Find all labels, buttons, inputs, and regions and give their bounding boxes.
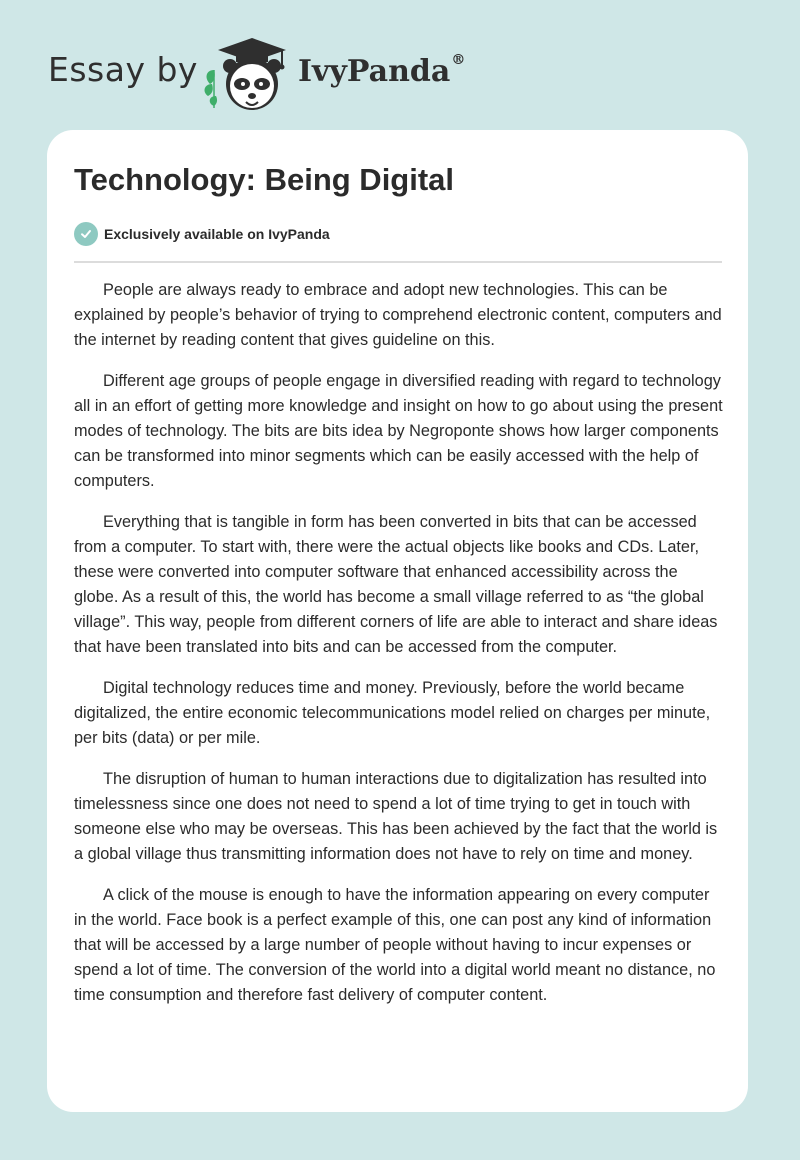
paragraph: People are always ready to embrace and adopt new technologies. This can be explained by people’s behavior of trying to comprehend electronic content, computers and the internet by reading content that gives guideline on this. xyxy=(74,281,722,349)
availability-text: Exclusively available on IvyPanda xyxy=(104,226,330,242)
brand-name[interactable]: IvyPanda® xyxy=(298,52,466,89)
availability-badge xyxy=(74,222,330,246)
site-header xyxy=(48,34,508,114)
paragraph: Everything that is tangible in form has been converted in bits that can be accessed from a computer. To start with, there were the actual objects like books and CDs. Later, these were converted into computer software that enhanced accessibility across the globe. As a result of this, the world has become a small village referred to as “the global village”. This way, people from different corners of life are able to interact and share ideas that have been translated into bits and can be accessed from the computer. xyxy=(74,513,718,656)
essay-body xyxy=(74,278,724,1024)
check-circle-icon xyxy=(74,222,98,246)
paragraph: Different age groups of people engage in diversified reading with regard to technology all in an effort of getting more knowledge and insight on how to go about using the present modes of technology. The bits are bits idea by Negroponte shows how larger components can be transformed into minor segments which can be easily accessed with the help of computers. xyxy=(74,372,723,490)
title-divider xyxy=(74,261,722,263)
paragraph: A click of the mouse is enough to have the information appearing on every computer in the world. Face book is a perfect example of this, one can post any kind of information that will be accessed by a large number of people without having to incur expenses or spend a lot of time. The conversion of the world into a digital world meant no distance, no time consumption and therefore fast delivery of computer content. xyxy=(74,886,716,1004)
essay-card xyxy=(47,130,748,1112)
panda-graduate-icon[interactable] xyxy=(202,34,294,112)
page-title: Technology: Being Digital xyxy=(74,162,455,197)
trademark-symbol: ® xyxy=(451,52,466,68)
essay-by-label: Essay by xyxy=(48,50,198,89)
paragraph: Digital technology reduces time and money. Previously, before the world became digitalized, the entire economic telecommunications model relied on charges per minute, per bits (data) or per mile. xyxy=(74,679,711,747)
paragraph: The disruption of human to human interactions due to digitalization has resulted into timelessness since one does not need to spend a lot of time trying to get in touch with someone else who may be overseas. This has been achieved by the fact that the world is a global village thus transmitting information does not have to rely on time and money. xyxy=(74,770,718,863)
